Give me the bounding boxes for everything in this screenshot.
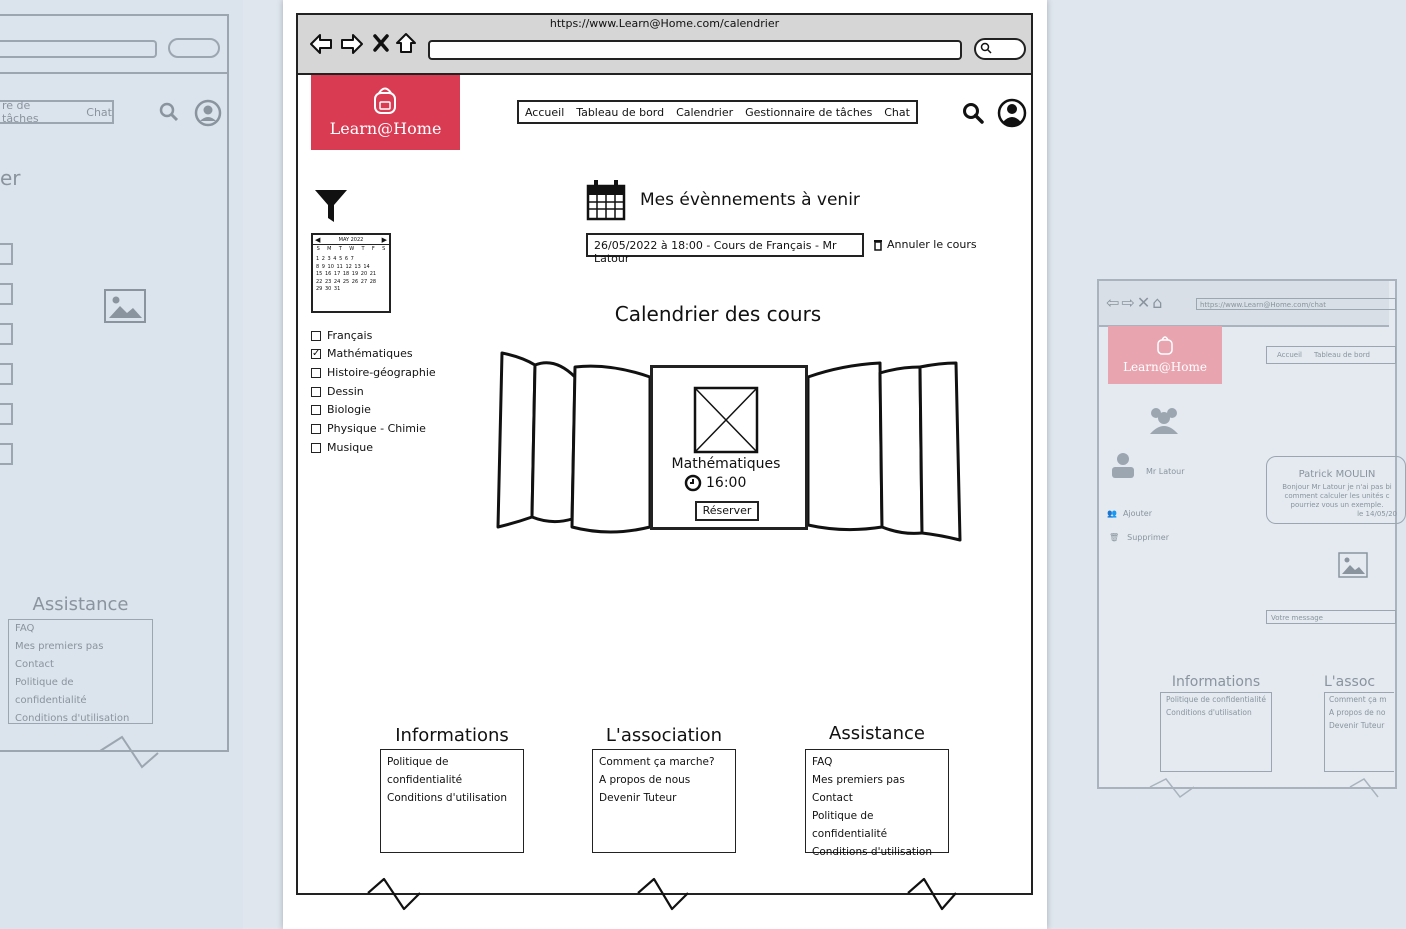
right-ghost-chat-name: Patrick MOULIN [1298,469,1376,480]
category-label: Physique - Chimie [327,422,426,435]
right-ghost-nav [1266,346,1396,364]
footer-link[interactable]: Politique de confidentialité [812,810,888,840]
footer-link[interactable]: Mes premiers pas [812,774,905,786]
right-ghost-link: A propos de no [1329,708,1386,717]
checkbox[interactable] [311,331,321,341]
close-icon[interactable] [373,34,389,56]
back-arrow-icon[interactable] [309,33,333,59]
right-ghost-user-icon [1111,451,1135,483]
right-ghost-chat-date: le 14/05/20 [1357,510,1397,518]
home-icon[interactable] [395,32,417,58]
mini-calendar[interactable] [311,233,391,313]
reserve-button[interactable]: Réserver [695,501,759,521]
right-ghost-logo [1108,326,1222,384]
category-label: Dessin [327,385,364,398]
category-biologie[interactable] [311,403,371,416]
category-dessin[interactable] [311,385,364,398]
nav-item-gestionnaire[interactable]: Gestionnaire de tâches [745,105,873,119]
backpack-icon [371,85,399,115]
category-histoire[interactable] [311,366,436,379]
user-profile-icon[interactable] [997,98,1027,132]
course-time-value: 16:00 [706,475,747,491]
prev-month-icon[interactable]: ◀ [315,235,321,244]
footer-assistance-title: Assistance [829,723,925,744]
left-ghost-nav [0,100,114,124]
mini-calendar-header [313,235,389,245]
right-ghost-add-label: Ajouter [1122,509,1152,518]
upcoming-title: Mes évènnements à venir [640,190,860,210]
weekday: F [371,246,375,252]
footer-association-title: L'association [605,725,723,746]
event-item[interactable]: 26/05/2022 à 18:00 - Cours de Français - Mr Latour [586,233,864,257]
carousel-card-left-3 [498,353,535,527]
weekday: T [338,246,342,252]
nav-item-tableau-de-bord[interactable]: Tableau de bord [576,105,665,119]
carousel-card-right-1 [808,363,882,530]
course-calendar-title: Calendrier des cours [614,302,822,326]
footer-link[interactable]: Conditions d'utilisation [812,846,933,858]
course-subject: Mathématiques [671,456,781,472]
nav-item-calendrier[interactable]: Calendrier [676,105,734,119]
url-text: https://www.Learn@Home.com/calendrier [549,17,780,30]
left-ghost-chrome-line [0,72,229,74]
calendar-icon [586,179,626,225]
carousel-card-right-2 [880,367,922,533]
left-ghost-user-icon [194,99,222,131]
category-label: Biologie [327,403,371,416]
footer-association-box [592,749,736,853]
left-ghost-assistance-title: Assistance [32,594,129,615]
right-ghost-username: Mr Latour [1146,467,1185,476]
clock-icon [684,474,702,492]
right-ghost-chat-text: Bonjour Mr Latour je n'ai pas bi comment calculer les unités c pourriez vous un exemple. [1282,483,1392,509]
right-ghost-add [1107,509,1152,518]
left-ghost-link: FAQ [15,623,35,634]
footer-link[interactable]: Devenir Tuteur [599,792,677,804]
trash-icon: 🗑 [1109,533,1120,542]
right-ghost-nav-item: Accueil [1277,351,1302,359]
right-ghost-image-icon [1338,552,1368,582]
right-ghost-chat-bubble [1266,456,1406,524]
right-ghost-info-title: Informations [1171,674,1261,690]
footer-link[interactable]: Comment ça marche? [599,756,715,768]
left-ghost-assistance-box [8,619,153,724]
category-label: Musique [327,441,373,454]
category-physique[interactable] [311,422,426,435]
carousel-card-left-1 [572,366,650,532]
category-mathematiques[interactable] [311,347,413,360]
right-ghost-info-box [1160,692,1272,772]
calendar-week[interactable]: 15 16 17 18 19 20 21 [316,271,377,277]
carousel-card-right-3 [920,363,960,540]
right-ghost-address-bar: https://www.Learn@Home.com/chat [1196,298,1396,310]
logo-text: Learn@Home [329,119,442,138]
weekday: T [361,246,365,252]
browser-search-field[interactable] [974,38,1026,60]
footer-link[interactable]: Conditions d'utilisation [387,792,508,804]
footer-zigzag [296,875,1036,915]
calendar-week[interactable]: 1 2 3 4 5 6 7 [316,256,354,262]
left-ghost-search-pill [168,38,220,58]
left-ghost-heading: er [0,166,21,190]
category-label: Français [327,329,373,342]
left-ghost-address-bar [0,40,157,58]
checkbox[interactable] [311,405,321,415]
right-ghost-delete-label: Supprimer [1127,533,1169,542]
left-ghost-link: Conditions d'utilisation [15,713,130,724]
category-label: Histoire-géographie [327,366,436,379]
next-month-icon[interactable]: ▶ [381,235,387,244]
category-musique[interactable] [311,441,373,454]
course-time [684,474,746,492]
footer-link[interactable]: Politique de confidentialité [387,756,463,786]
weekday: M [327,246,332,252]
search-icon[interactable] [962,102,984,128]
checkbox[interactable] [311,424,321,434]
add-user-icon: 👥 [1107,509,1117,518]
footer-link[interactable]: Contact [812,792,853,804]
left-ghost-zigzag [100,735,190,771]
left-ghost-search-icon [159,102,179,126]
cancel-course-button[interactable] [873,238,977,251]
checkbox[interactable] [311,368,321,378]
weekday: W [349,246,355,252]
left-ghost-nav-item: re de tâches [2,99,39,125]
weekday: S [316,246,320,252]
right-ghost-delete [1109,533,1169,542]
footer-informations-title: Informations [395,725,509,746]
weekday: S [382,246,386,252]
right-ghost-zigzag [1150,777,1386,801]
nav-item-accueil[interactable]: Accueil [524,105,565,119]
nav-item-chat[interactable]: Chat [884,105,910,119]
calendar-week[interactable]: 22 23 24 25 26 27 28 [316,278,377,285]
right-ghost-link: Conditions d'utilisation [1166,708,1252,717]
course-image-placeholder [693,386,759,454]
right-ghost-message-input: Votre message [1266,610,1396,624]
address-bar[interactable] [428,40,962,60]
checkbox-checked[interactable]: ✓ [312,347,321,359]
right-ghost-group-icon [1147,404,1181,440]
filter-icon[interactable] [314,188,348,228]
right-ghost-nav-icons: ⇦⇨✕⌂ [1106,293,1165,312]
right-ghost-logo-text: Learn@Home [1123,360,1207,374]
main-nav [517,100,918,124]
footer-link[interactable]: FAQ [812,756,833,768]
checkbox[interactable] [311,387,321,397]
right-ghost-link: Devenir Tuteur [1329,721,1385,730]
left-ghost-link: Mes premiers pas [15,641,104,652]
category-label: Mathématiques [327,347,413,360]
left-ghost-image-icon [104,289,146,327]
mini-calendar-weekdays [313,245,389,254]
trash-icon [873,239,883,251]
carousel-card-left-2 [532,363,575,522]
left-ghost-nav-chat: Chat [86,105,112,119]
calendar-week[interactable]: 29 30 31 [316,286,341,292]
footer-link[interactable]: A propos de nous [599,774,691,786]
right-ghost-link: Politique de confidentialité [1166,695,1266,704]
calendar-week[interactable]: 8 9 10 11 12 13 14 [316,263,370,270]
category-francais[interactable] [311,329,372,342]
right-ghost-link: Comment ça m [1329,695,1387,704]
right-ghost-nav-item: Tableau de bord [1314,351,1370,359]
footer-informations-box [380,749,524,853]
left-ghost-checkboxes [0,243,13,465]
cancel-course-label: Annuler le cours [887,238,977,251]
footer-assistance-box [805,749,949,858]
logo[interactable] [311,75,460,150]
forward-arrow-icon[interactable] [340,33,364,59]
checkbox[interactable] [311,443,321,453]
mini-calendar-days[interactable] [313,254,389,296]
right-ghost-assoc-box [1324,692,1394,772]
left-ghost-link: Politique de confidentialité [15,677,87,706]
mini-calendar-month: MAY 2022 [338,236,364,243]
right-ghost-assoc-title: L'assoc [1324,674,1376,690]
left-ghost-link: Contact [15,659,54,670]
